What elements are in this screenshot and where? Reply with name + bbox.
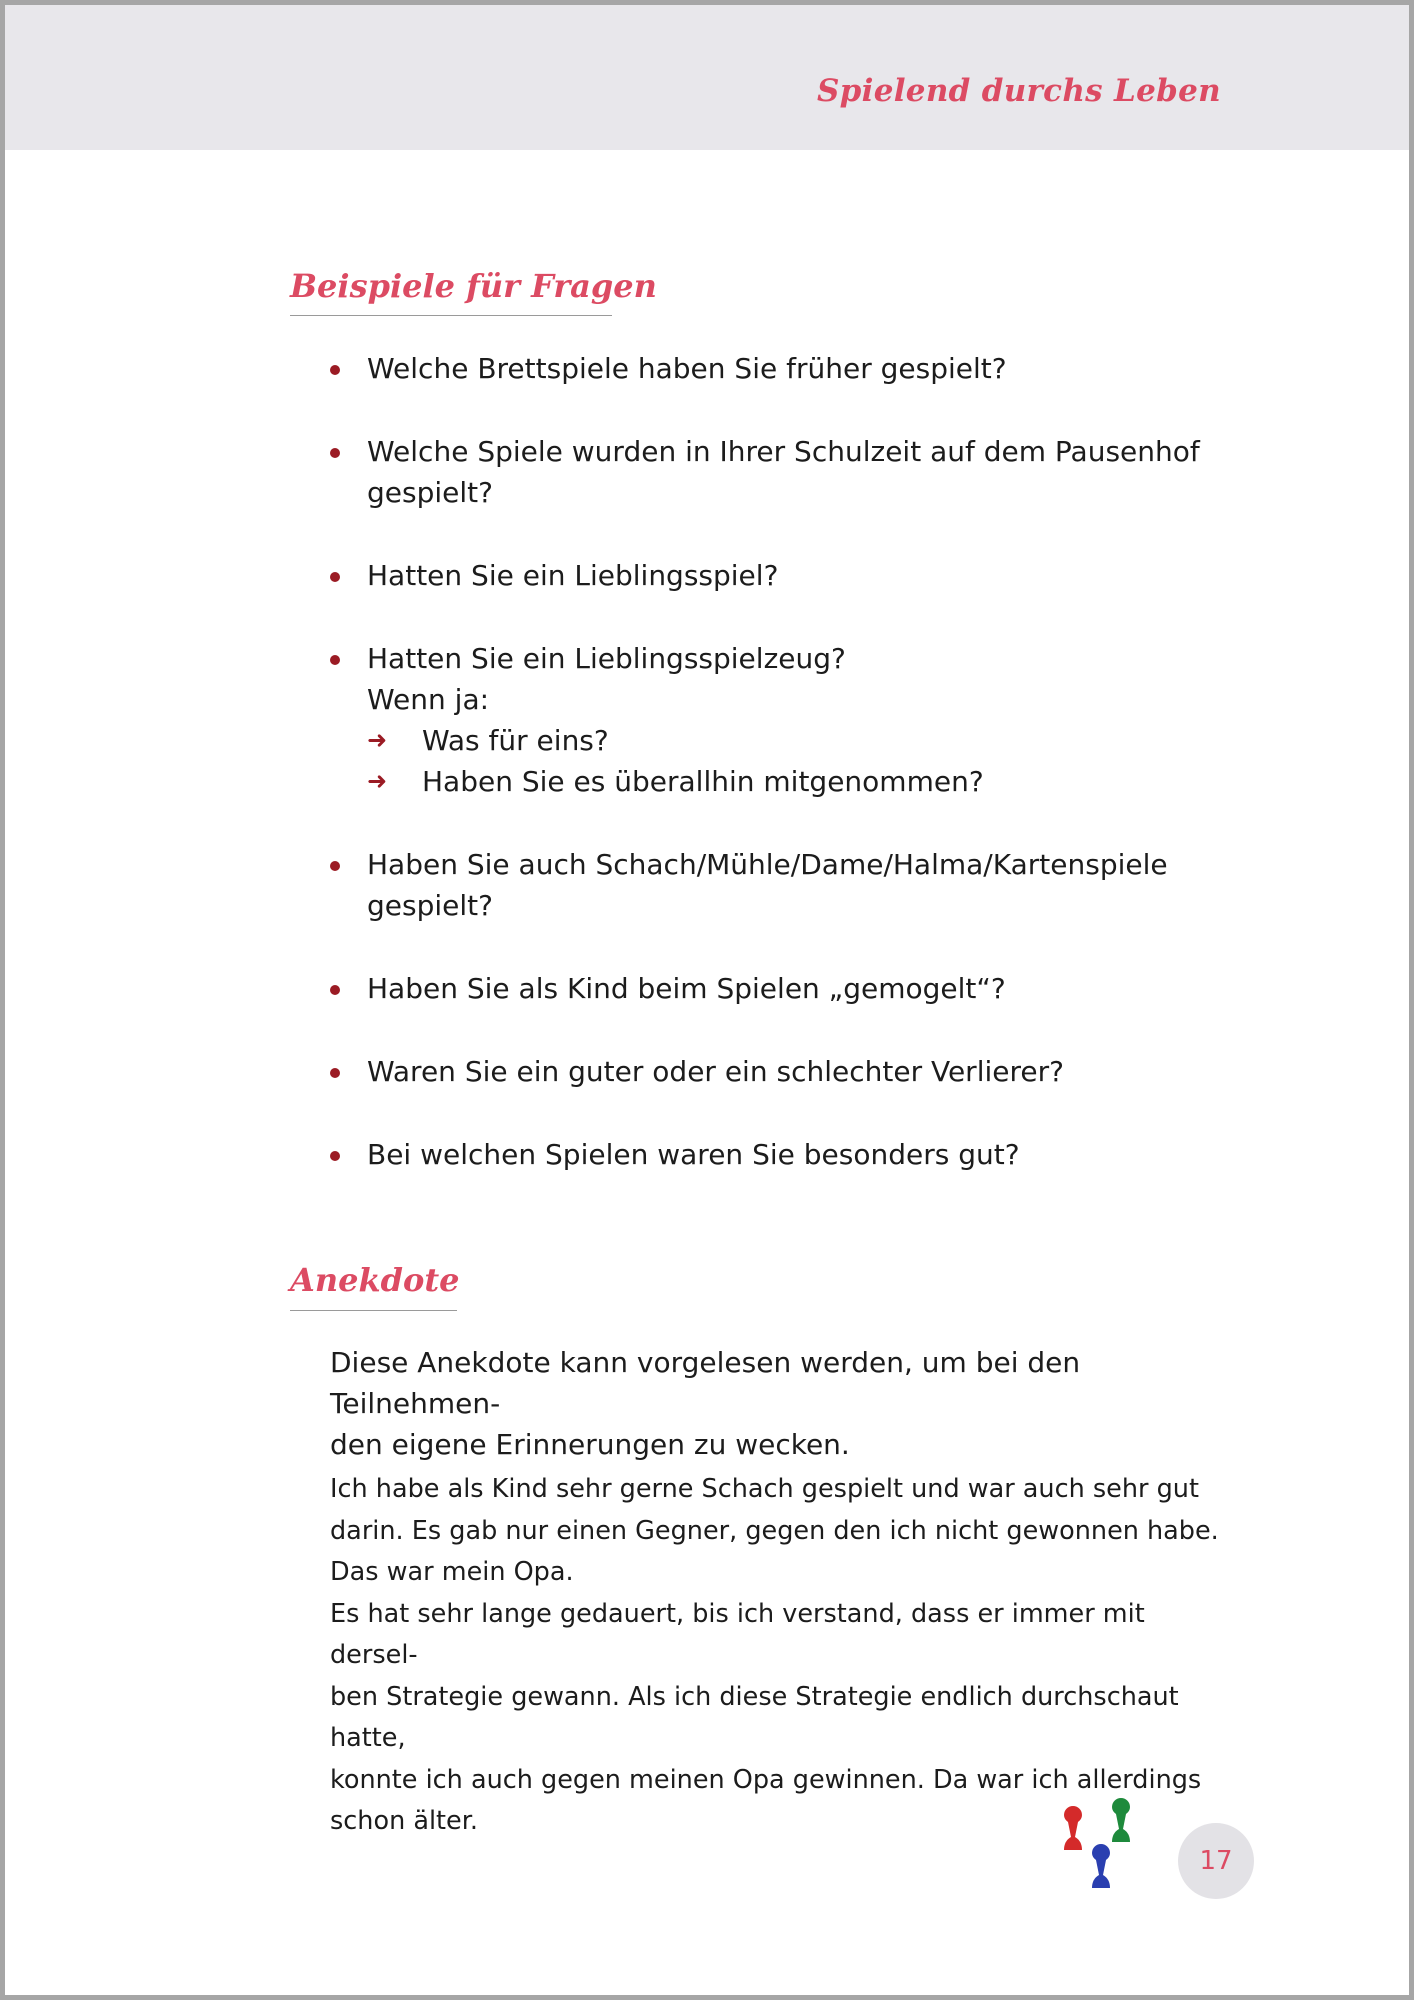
anecdote-line: schon älter.	[330, 1806, 478, 1836]
question-text: Welche Spiele wurden in Ihrer Schulzeit auf dem Pausenhof	[367, 435, 1200, 468]
question-item	[330, 348, 1210, 389]
anecdote-line: darin. Es gab nur einen Gegner, gegen den ich nicht gewonnen habe.	[330, 1515, 1219, 1546]
bullet-icon	[330, 655, 340, 665]
question-text: Hatten Sie ein Lieblingsspielzeug?	[367, 642, 846, 675]
sub-question-list	[367, 720, 1210, 802]
question-text: Bei welchen Spielen waren Sie besonders gut?	[367, 1138, 1020, 1171]
question-text: Waren Sie ein guter oder ein schlechter Verlierer?	[367, 1055, 1064, 1088]
anecdote-intro	[330, 1342, 1210, 1465]
question-text: Wenn ja:	[367, 683, 490, 716]
sub-question-item	[367, 761, 1210, 802]
bullet-icon	[330, 365, 340, 375]
running-title: Spielend durchs Leben	[816, 73, 1221, 109]
anecdote-line: ben Strategie gewann. Als ich diese Strategie endlich durchschaut hatte,	[330, 1681, 1179, 1753]
question-item	[330, 638, 1210, 802]
anecdote-line: Das war mein Opa.	[330, 1557, 574, 1587]
question-item	[330, 431, 1210, 513]
questions-heading-rule	[290, 315, 612, 316]
question-item	[330, 844, 1210, 926]
question-item	[330, 1134, 1210, 1175]
page-number-badge	[1178, 1823, 1254, 1899]
sub-question-text: Was für eins?	[422, 724, 609, 757]
sub-question-item	[367, 720, 1210, 761]
anecdote-line: konnte ich auch gegen meinen Opa gewinnen. Da war ich allerdings	[330, 1764, 1202, 1795]
question-text: Haben Sie auch Schach/Mühle/Dame/Halma/Kartenspiele	[367, 848, 1168, 881]
question-text: gespielt?	[367, 476, 493, 509]
anecdote-heading-rule	[290, 1310, 457, 1311]
questions-heading: Beispiele für Fragen	[290, 267, 657, 305]
anecdote-text	[330, 1469, 1230, 1843]
anecdote-heading: Anekdote	[290, 1261, 460, 1299]
game-pawns-icon	[1050, 1790, 1150, 1890]
sub-question-text: Haben Sie es überallhin mitgenommen?	[422, 765, 984, 798]
bullet-icon	[330, 1151, 340, 1161]
intro-line: Diese Anekdote kann vorgelesen werden, um bei den Teilnehmen-	[330, 1346, 1081, 1420]
question-text: Hatten Sie ein Lieblingsspiel?	[367, 559, 779, 592]
red-pawn-icon	[1064, 1806, 1082, 1850]
intro-line: den eigene Erinnerungen zu wecken.	[330, 1428, 850, 1461]
page-number: 17	[1199, 1846, 1233, 1876]
bullet-icon	[330, 861, 340, 871]
question-item	[330, 1051, 1210, 1092]
question-text: Haben Sie als Kind beim Spielen „gemogelt“?	[367, 972, 1006, 1005]
header-band	[5, 5, 1409, 150]
bullet-icon	[330, 572, 340, 582]
anecdote-line: Es hat sehr lange gedauert, bis ich verstand, dass er immer mit dersel-	[330, 1598, 1145, 1670]
arrow-right-icon: ➜	[367, 767, 388, 795]
anecdote-line: Ich habe als Kind sehr gerne Schach gespielt und war auch sehr gut	[330, 1474, 1199, 1504]
bullet-icon	[330, 1068, 340, 1078]
green-pawn-icon	[1112, 1798, 1130, 1842]
question-text: gespielt?	[367, 889, 493, 922]
question-item	[330, 968, 1210, 1009]
question-list	[330, 348, 1210, 1217]
question-text: Welche Brettspiele haben Sie früher gespielt?	[367, 352, 1007, 385]
arrow-right-icon: ➜	[367, 726, 388, 754]
blue-pawn-icon	[1092, 1844, 1110, 1888]
question-item	[330, 555, 1210, 596]
bullet-icon	[330, 448, 340, 458]
bullet-icon	[330, 985, 340, 995]
